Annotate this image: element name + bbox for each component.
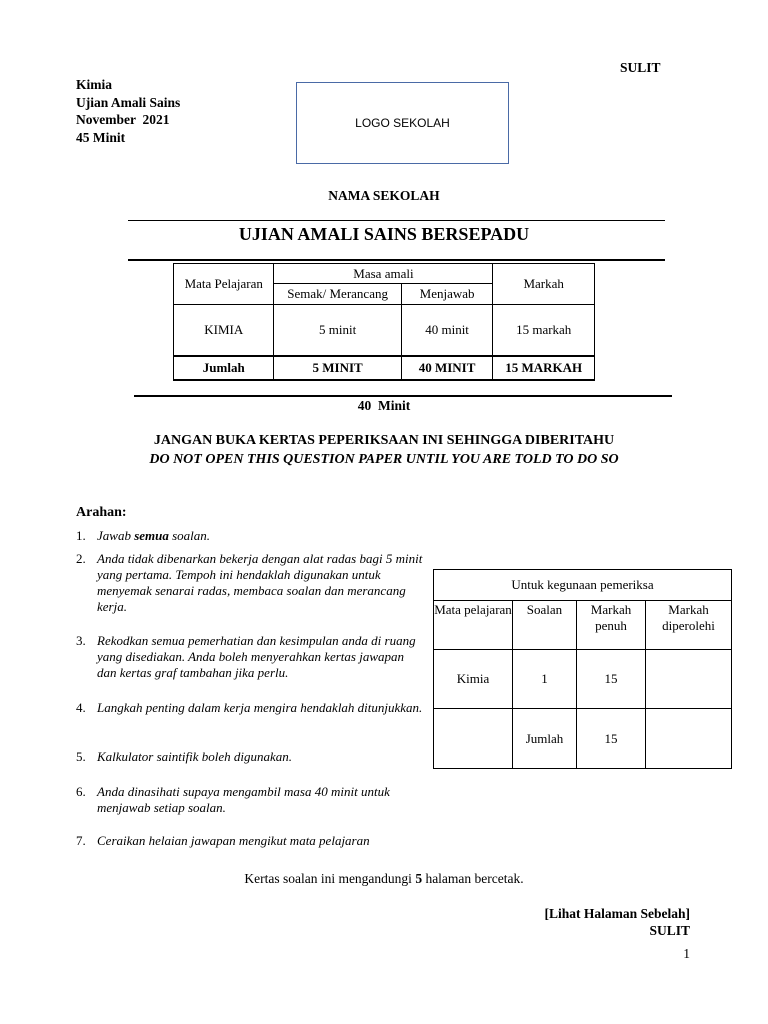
exam-title: UJIAN AMALI SAINS BERSEPADU <box>238 224 530 244</box>
th-exam-obtained: Markah diperolehi <box>646 601 732 650</box>
logo-text: LOGO SEKOLAH <box>355 116 450 130</box>
pages-note <box>0 871 768 887</box>
title-rule-top <box>128 220 665 221</box>
examiner-use-table <box>433 569 732 769</box>
cell-check-plan: 5 minit <box>274 305 401 356</box>
instruction-item <box>76 633 426 681</box>
page-number: 1 <box>683 946 690 961</box>
exam-meta <box>76 76 180 146</box>
instruction-number: 5. <box>76 749 86 764</box>
subject-label: Kimia <box>76 77 112 92</box>
instruction-number: 3. <box>76 633 86 648</box>
instruction-item <box>76 700 426 716</box>
th-check-plan: Semak/ Merancang <box>274 284 401 305</box>
instructions-title: Arahan: <box>76 505 127 520</box>
warning-malay: JANGAN BUKA KERTAS PEPERIKSAAN INI SEHINGGA DIBERITAHU <box>153 433 615 448</box>
total-label: Jumlah <box>174 356 274 380</box>
instruction-item <box>76 749 426 765</box>
instruction-text: Ceraikan helaian jawapan mengikut mata pelajaran <box>97 833 370 848</box>
exam-total-obtained <box>646 709 732 769</box>
exam-cell-obtained <box>646 650 732 709</box>
total-check-plan: 5 MINIT <box>274 356 401 380</box>
th-exam-question: Soalan <box>513 601 577 650</box>
instruction-item <box>76 833 426 849</box>
cell-subject: KIMIA <box>174 305 274 356</box>
instruction-number: 4. <box>76 700 86 715</box>
exam-cell-subject: Kimia <box>434 650 513 709</box>
sulit-label-bottom: SULIT <box>649 923 690 938</box>
duration-rule <box>134 395 672 397</box>
pages-note-text: Kertas soalan ini mengandungi <box>244 871 416 886</box>
exam-name-label: Ujian Amali Sains <box>76 94 181 110</box>
warning-english: DO NOT OPEN THIS QUESTION PAPER UNTIL YOU ARE TOLD TO DO SO <box>149 452 619 467</box>
total-marks: 15 MARKAH <box>493 356 595 380</box>
th-subject: Mata Pelajaran <box>174 264 274 305</box>
time-allocation-table <box>173 263 595 381</box>
cell-marks: 15 markah <box>493 305 595 356</box>
instruction-text: Langkah penting dalam kerja mengira hendaklah ditunjukkan. <box>97 700 423 715</box>
see-next-page: [Lihat Halaman Sebelah] <box>544 906 690 921</box>
instruction-emphasis: semua <box>134 528 169 543</box>
exam-duration-label: 45 Minit <box>76 129 126 145</box>
instruction-text: Rekodkan semua pemerhatian dan kesimpulan anda di ruang yang disediakan. Anda boleh menyerahkan kertas jawapan dan kertas graf tambahan jika perlu. <box>97 633 416 680</box>
sulit-label-top: SULIT <box>620 60 661 75</box>
instruction-text: Kalkulator saintifik boleh digunakan. <box>97 749 292 764</box>
instruction-number: 1. <box>76 528 86 543</box>
instruction-item <box>76 784 426 816</box>
cell-answer: 40 minit <box>401 305 493 356</box>
instruction-text: Jawab <box>97 528 135 543</box>
school-name: NAMA SEKOLAH <box>328 188 440 203</box>
exam-cell-question: 1 <box>513 650 577 709</box>
exam-date-label: November 2021 <box>76 112 170 127</box>
instruction-number: 2. <box>76 551 86 566</box>
exam-total-label: Jumlah <box>513 709 577 769</box>
instruction-number: 7. <box>76 833 86 848</box>
total-duration: 40 Minit <box>357 398 411 413</box>
th-marks: Markah <box>493 264 595 305</box>
instruction-text: Anda dinasihati supaya mengambil masa 40 minit untuk menjawab setiap soalan. <box>97 784 390 815</box>
th-exam-subject: Mata pelajaran <box>434 601 513 650</box>
instruction-text-end: soalan. <box>168 528 211 543</box>
pages-note-text-end: halaman bercetak. <box>422 871 524 886</box>
instruction-number: 6. <box>76 784 86 799</box>
title-rule-bottom <box>128 259 665 261</box>
th-practical-time: Masa amali <box>274 264 493 284</box>
school-logo-placeholder <box>296 82 509 164</box>
exam-total-empty <box>434 709 513 769</box>
instruction-item <box>76 551 426 615</box>
exam-cell-full-marks: 15 <box>577 650 646 709</box>
th-exam-full-marks: Markah penuh <box>577 601 646 650</box>
pages-count: 5 <box>415 871 423 886</box>
instruction-item <box>76 528 426 544</box>
examiner-table-title: Untuk kegunaan pemeriksa <box>434 570 732 601</box>
instruction-text: Anda tidak dibenarkan bekerja dengan alat radas bagi 5 minit yang pertama. Tempoh ini hendaklah digunakan untuk menyemak senarai radas, membaca soalan dan merancang kerja. <box>97 551 423 614</box>
th-answer: Menjawab <box>401 284 493 305</box>
exam-total-full-marks: 15 <box>577 709 646 769</box>
total-answer: 40 MINIT <box>401 356 493 380</box>
